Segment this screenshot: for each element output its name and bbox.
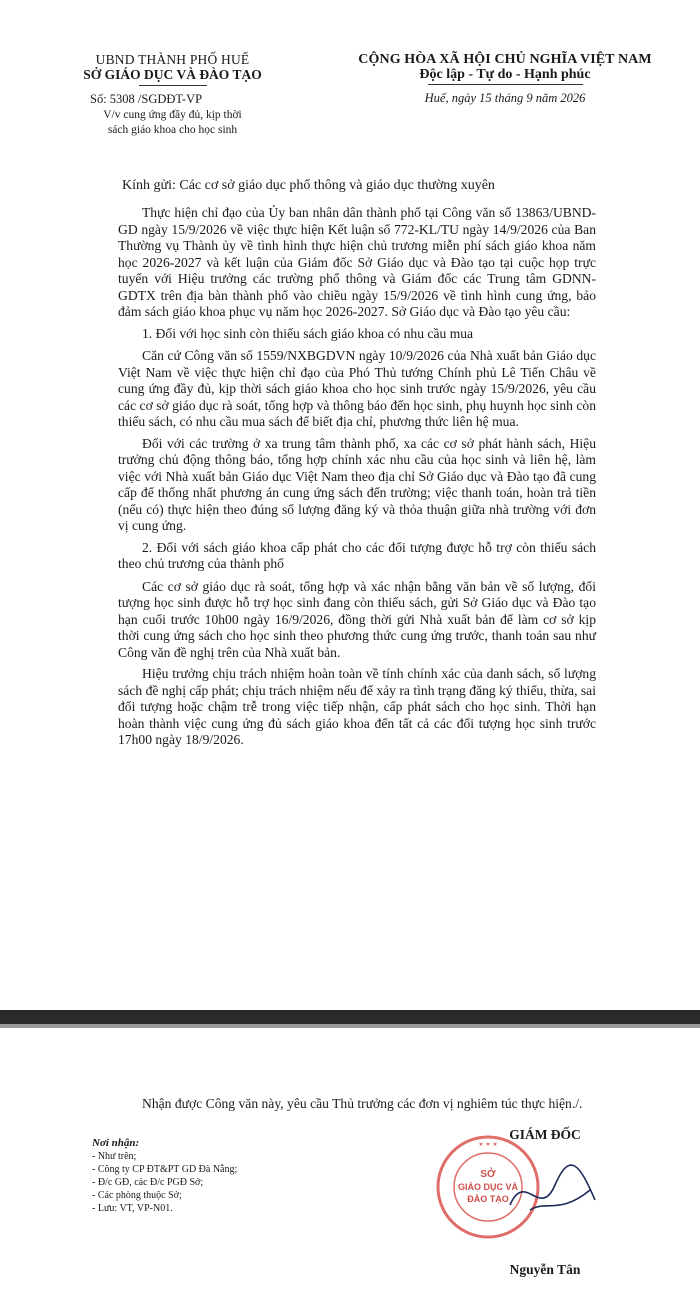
issuer-block [70,52,275,137]
svg-text:SỞ: SỞ [480,1169,496,1180]
issuer-org: SỞ GIÁO DỤC VÀ ĐÀO TẠO [83,67,262,82]
document-number: Số: 5308 /SGDĐT-VP [90,92,203,106]
document-date: Huế, ngày 15 tháng 9 năm 2026 [424,91,586,105]
body-paragraph: Căn cứ Công văn số 1559/NXBGDVN ngày 10/9/2026 của Nhà xuất bản Giáo dục Việt Nam về việc thực hiện chỉ đạo của Phó Thủ tướng Chính phủ Lê Tiến Châu về cung ứng đầy đủ, kịp thời sách giáo khoa cho học sinh trước ngày 15/9/2026, yêu cầu các cơ sở giáo dục rà soát, tổng hợp và thông báo đến học sinh, phụ huynh học sinh còn thiếu sách, có nhu cầu mua sách để biết địa chỉ, phương thức liên hệ mua. [118,348,596,429]
subject-line-2: sách giáo khoa cho học sinh [107,124,238,136]
section-heading: 2. Đối với sách giáo khoa cấp phát cho các đối tượng được hỗ trợ còn thiếu sách theo chủ trương của thành phố [118,539,596,571]
section-heading: 1. Đối với học sinh còn thiếu sách giáo khoa có nhu cầu mua [142,325,474,341]
recipient-item: - Như trên; [92,1151,137,1162]
national-motto: Độc lập - Tự do - Hạnh phúc [419,67,591,82]
issuer-underline [139,85,207,86]
recipient-item: - Các phòng thuộc Sở; [92,1190,182,1201]
greeting: Kính gửi: Các cơ sở giáo dục phổ thông và giáo dục thường xuyên [122,178,495,193]
page-break-bar [0,1010,700,1024]
recipient-item: - Công ty CP ĐT&PT GD Đà Nẵng; [92,1164,238,1175]
svg-text:★ ★ ★: ★ ★ ★ [478,1142,498,1148]
document-body [118,205,596,754]
recipients-block [92,1137,342,1215]
national-header [320,52,690,106]
body-paragraph: Hiệu trưởng chịu trách nhiệm hoàn toàn về tính chính xác của danh sách, số lượng sách đề nghị cấp phát; chịu trách nhiệm nếu để xảy ra tình trạng đăng ký thiếu, thừa, sai đối tượng hoặc chậm trễ trong việc tiếp nhận, cấp phát sách cho học sinh. Thời hạn hoàn thành việc cung ứng đủ sách giáo khoa đến tất cả các đối tượng học sinh trước 17h00 ngày 18/9/2026. [118,666,596,747]
subject-line-1: V/v cung ứng đầy đủ, kịp thời [103,109,242,121]
body-paragraph: Các cơ sở giáo dục rà soát, tổng hợp và xác nhận bằng văn bản về số lượng, đối tượng học sinh được hỗ trợ học sinh đang còn thiếu sách, gửi Sở Giáo dục và Đào tạo hạn cuối trước 10h00 ngày 16/9/2026, đồng thời gửi Nhà xuất bản để làm cơ sở kịp thời cung ứng sách cho học sinh theo phương thức cung ứng trước, thanh toán sau như Công văn đề nghị trên của Nhà xuất bản. [118,578,596,660]
svg-text:GIÁO DỤC VÀ: GIÁO DỤC VÀ [457,1182,519,1192]
recipient-item: - Đ/c GĐ, các Đ/c PGĐ Sở; [92,1177,204,1188]
handwritten-signature [500,1150,610,1230]
issuer-parent-org: UBND THÀNH PHỐ HUẾ [95,52,250,67]
page-break-shadow [0,1024,700,1028]
closing-paragraph: Nhận được Công văn này, yêu cầu Thủ trưởng các đơn vị nghiêm túc thực hiện./. [142,1096,583,1111]
signer-title: GIÁM ĐỐC [509,1127,581,1142]
recipient-item: - Lưu: VT, VP-N01. [92,1203,173,1214]
signer-name: Nguyễn Tân [509,1262,581,1277]
body-paragraph: Đối với các trường ở xa trung tâm thành phố, xa các cơ sở phát hành sách, Hiệu trưởng chủ động thông báo, tổng hợp chính xác nhu cầu của học sinh và liên hệ, làm việc với Nhà xuất bản Giáo dục Việt Nam theo địa chỉ Sở Giáo dục và Đào tạo đã cung cấp để thống nhất phương án cung ứng sách đến trường; việc thanh toán, hoàn trả tiền (nếu có) thực hiện theo đúng số lượng đăng ký và thỏa thuận giữa nhà trường với đơn vị cung ứng. [118,435,596,533]
nation-title: CỘNG HÒA XÃ HỘI CHỦ NGHĨA VIỆT NAM [358,52,652,67]
motto-underline [428,84,583,85]
recipients-label: Nơi nhận: [92,1137,140,1149]
body-paragraph: Thực hiện chỉ đạo của Ủy ban nhân dân thành phố tại Công văn số 13863/UBND-GD ngày 15/9/2026 về việc thực hiện Kết luận số 772-KL/TU ngày 14/9/2026 của Ban Thường vụ Thành ủy về tình hình thực hiện chủ trương miễn phí sách giáo khoa năm học 2026-2027 và kết luận của Giám đốc Sở Giáo dục và Đào tạo tại cuộc họp trực tuyến với Hiệu trưởng các trường phổ thông và Giám đốc các Trung tâm GDNN-GDTX trên địa bàn thành phố vào chiều ngày 15/9/2026 về tình hình cung ứng, bảo đảm sách giáo khoa phục vụ năm học 2026-2027. Sở Giáo dục và Đào tạo yêu cầu: [118,205,596,319]
svg-text:ĐÀO TẠO: ĐÀO TẠO [467,1194,509,1204]
